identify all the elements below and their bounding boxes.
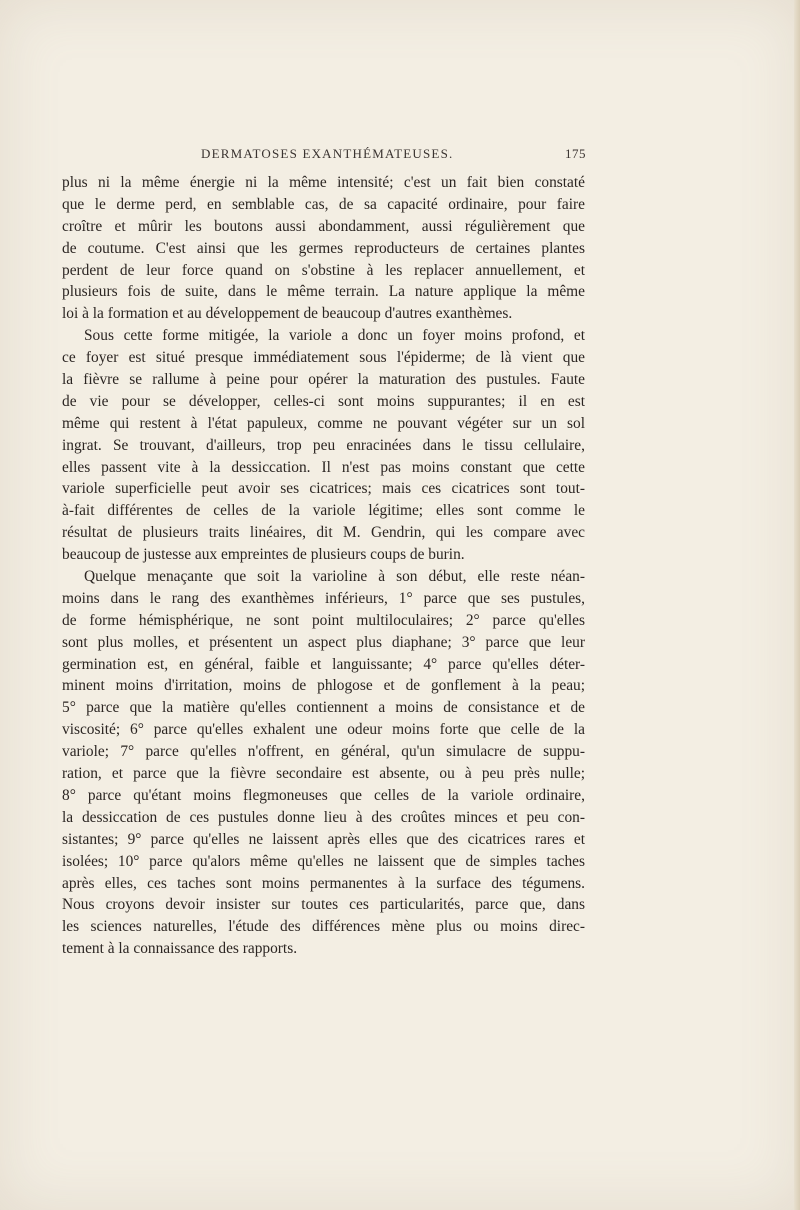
text-line: elles passent vite à la dessiccation. Il n'est pas moins constant que cette — [62, 458, 585, 476]
text-line: perdent de leur force quand on s'obstine à les replacer annuellement, et — [62, 261, 585, 279]
text-line: les sciences naturelles, l'étude des différences mène plus ou moins direc- — [62, 918, 585, 936]
text-line: moins dans le rang des exanthèmes inférieurs, 1° parce que ses pustules, — [62, 589, 585, 607]
text-line: ingrat. Se trouvant, d'ailleurs, trop peu enracinées dans le tissu cellulaire, — [62, 436, 585, 454]
text-line: variole superficielle peut avoir ses cicatrices; mais ces cicatrices sont tout- — [62, 480, 585, 498]
text-line: après elles, ces taches sont moins permanentes à la surface des tégumens. — [62, 874, 585, 892]
text-line: que le derme perd, en semblable cas, de sa capacité ordinaire, pour faire — [62, 195, 585, 213]
text-line: 5° parce que la matière qu'elles contiennent a moins de consistance et de — [62, 699, 585, 717]
text-line: 8° parce qu'étant moins flegmoneuses que celles de la variole ordinaire, — [62, 786, 585, 804]
text-line: la fièvre se rallume à peine pour opérer la maturation des pustules. Faute — [62, 371, 585, 389]
text-line: sistantes; 9° parce qu'elles ne laissent après elles que des cicatrices rares et — [62, 830, 585, 848]
running-head-title: DERMATOSES EXANTHÉMATEUSES. — [201, 146, 454, 161]
text-line: germination est, en général, faible et languissante; 4° parce qu'elles déter- — [62, 655, 585, 673]
text-line: résultat de plusieurs traits linéaires, dit M. Gendrin, qui les compare avec — [62, 524, 585, 542]
running-head — [201, 146, 586, 168]
text-line: à-fait différentes de celles de la variole légitime; elles sont comme le — [62, 502, 585, 520]
text-line: loi à la formation et au développement de beaucoup d'autres exanthèmes. — [62, 305, 513, 323]
text-line: isolées; 10° parce qu'alors même qu'elles ne laissent que de simples taches — [62, 852, 585, 870]
text-line: minent moins d'irritation, moins de phlogose et de gonflement à la peau; — [62, 677, 585, 695]
text-line: plus ni la même énergie ni la même intensité; c'est un fait bien constaté — [62, 174, 585, 191]
text-line: beaucoup de justesse aux empreintes de plusieurs coups de burin. — [62, 546, 465, 564]
text-line: de forme hémisphérique, ne sont point multiloculaires; 2° parce qu'elles — [62, 611, 585, 629]
text-line: même qui restent à l'état papuleux, comme ne pouvant végéter sur un sol — [62, 414, 585, 432]
text-line: Nous croyons devoir insister sur toutes ces particularités, parce que, dans — [62, 896, 585, 914]
text-line: variole; 7° parce qu'elles n'offrent, en général, qu'un simulacre de suppu- — [62, 743, 585, 761]
page-number: 175 — [565, 146, 586, 161]
text-line: ration, et parce que la fièvre secondaire est absente, ou à peu près nulle; — [62, 765, 585, 783]
text-line: croître et mûrir les boutons aussi abondamment, aussi régulièrement que — [62, 217, 585, 235]
text-line: viscosité; 6° parce qu'elles exhalent une odeur moins forte que celle de la — [62, 721, 585, 739]
text-line: la dessiccation de ces pustules donne lieu à des croûtes minces et peu con- — [62, 808, 585, 826]
text-line: de vie pour se développer, celles-ci sont moins suppurantes; il en est — [62, 392, 585, 410]
text-line: plusieurs fois de suite, dans le même terrain. La nature applique la même — [62, 283, 585, 301]
text-line: ce foyer est situé presque immédiatement sous l'épiderme; de là vient que — [62, 349, 585, 367]
body-text — [62, 172, 585, 960]
text-line: sont plus molles, et présentent un aspect plus diaphane; 3° parce que leur — [62, 633, 585, 651]
text-line: tement à la connaissance des rapports. — [62, 940, 298, 958]
paragraph-start-line: Quelque menaçante que soit la varioline à son début, elle reste néan- — [84, 568, 585, 586]
paragraph-start-line: Sous cette forme mitigée, la variole a donc un foyer moins profond, et — [84, 327, 585, 345]
page-edge — [794, 0, 800, 1210]
text-line: de coutume. C'est ainsi que les germes reproducteurs de certaines plantes — [62, 239, 585, 257]
